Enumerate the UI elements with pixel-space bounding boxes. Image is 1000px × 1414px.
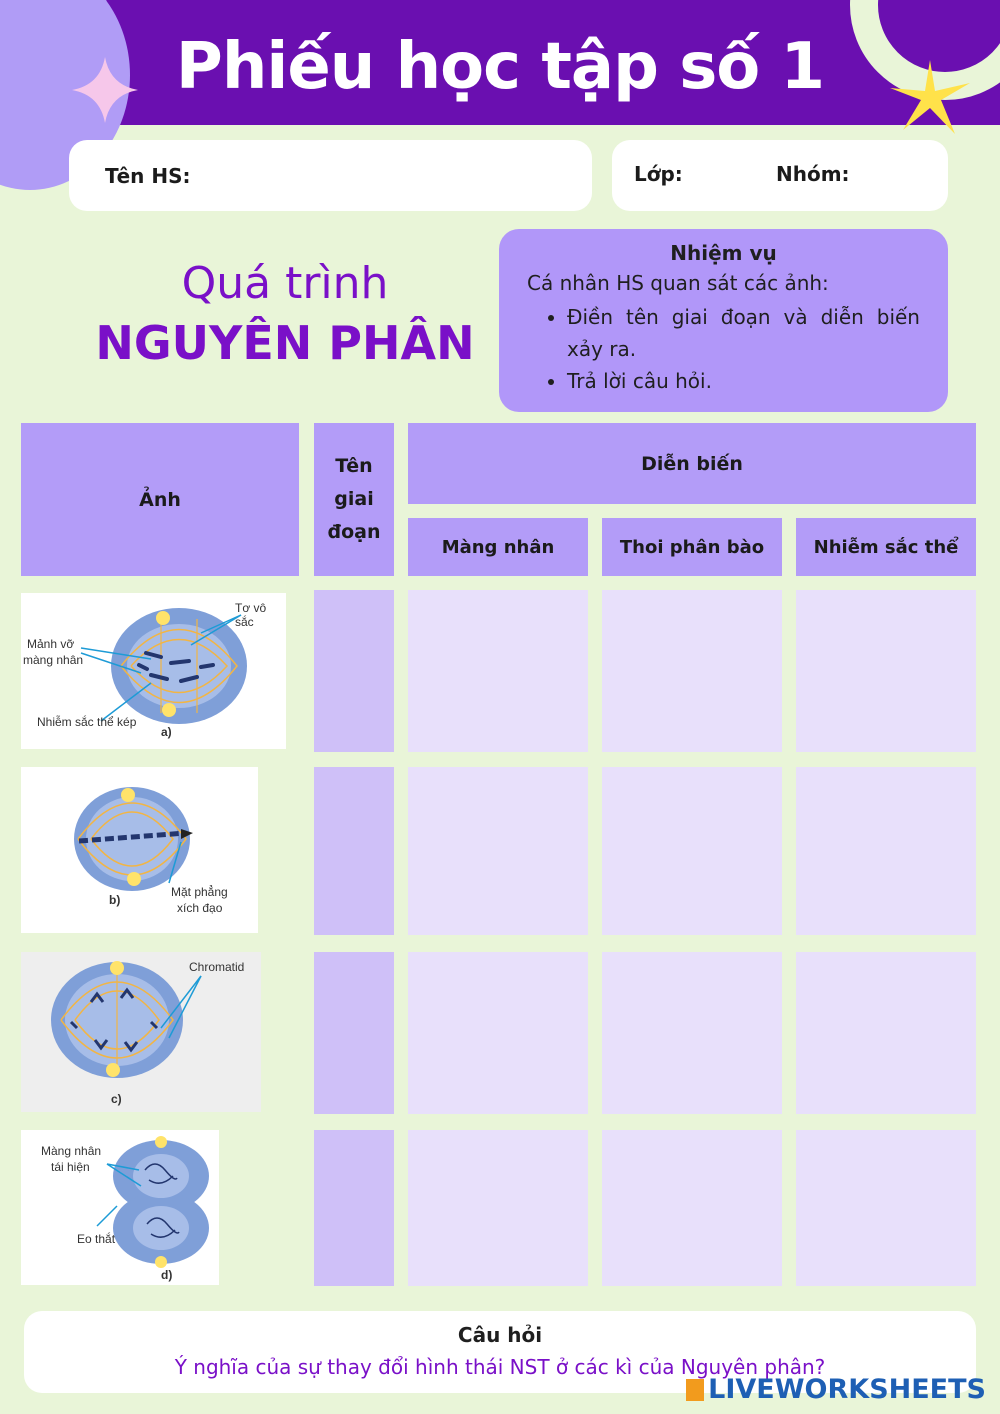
- answer-cell[interactable]: [796, 590, 976, 752]
- col-header-spindle: Thoi phân bào: [602, 518, 782, 576]
- task-bullet: • Điền tên giai đoạn và diễn biến xảy ra.: [567, 301, 920, 365]
- answer-cell[interactable]: [602, 767, 782, 935]
- stage-cell[interactable]: [314, 767, 394, 935]
- col-header-nuclear-membrane: Màng nhân: [408, 518, 588, 576]
- image-c: [21, 952, 261, 1112]
- image-b: [21, 767, 258, 933]
- image-label: a): [161, 725, 172, 739]
- question-heading: Câu hỏi: [457, 1323, 543, 1347]
- answer-cell[interactable]: [796, 767, 976, 935]
- answer-cell[interactable]: [602, 1130, 782, 1286]
- caption: xích đạo: [177, 901, 223, 915]
- student-name-label: Tên HS:: [105, 164, 191, 188]
- image-label: b): [109, 893, 121, 907]
- answer-cell[interactable]: [408, 767, 588, 935]
- image-d: [21, 1130, 219, 1285]
- task-intro: Cá nhân HS quan sát các ảnh:: [527, 271, 829, 295]
- answer-cell[interactable]: [408, 952, 588, 1114]
- answer-cell[interactable]: [408, 590, 588, 752]
- caption: Mặt phẳng: [171, 885, 228, 899]
- caption: Eo thắt: [77, 1232, 116, 1246]
- col-header-image: Ảnh: [21, 423, 299, 576]
- caption: Tơ vô sắc: [235, 601, 267, 629]
- col-header-stage: Tên giai đoạn: [314, 423, 394, 576]
- brand-text: LIVEWORKSHEETS: [708, 1374, 986, 1405]
- answer-cell[interactable]: [796, 1130, 976, 1286]
- group-label: Nhóm:: [776, 162, 850, 186]
- liveworksheets-logo: [686, 1374, 986, 1405]
- stage-cell[interactable]: [314, 1130, 394, 1286]
- caption: Màng nhân: [41, 1144, 102, 1158]
- student-name-field[interactable]: [69, 140, 592, 211]
- class-label: Lớp:: [634, 162, 683, 186]
- caption: Mảnh vỡ: [27, 637, 75, 651]
- col-header-chromosome: Nhiễm sắc thể: [796, 518, 976, 576]
- caption: Nhiễm sắc thể kép: [37, 715, 137, 729]
- caption: tái hiện: [51, 1160, 90, 1174]
- topic-line2: NGUYÊN PHÂN: [95, 316, 475, 370]
- stage-cell[interactable]: [314, 952, 394, 1114]
- stage-cell[interactable]: [314, 590, 394, 752]
- brand-icon: [686, 1379, 704, 1401]
- task-bullet: • Trả lời câu hỏi.: [567, 365, 920, 397]
- image-label: d): [161, 1268, 173, 1282]
- class-group-field[interactable]: [612, 140, 948, 211]
- task-box: [499, 229, 948, 412]
- answer-cell[interactable]: [602, 590, 782, 752]
- image-a: [21, 593, 286, 749]
- caption: Chromatid: [189, 960, 245, 974]
- caption: màng nhân: [23, 653, 84, 667]
- task-list: [527, 301, 920, 397]
- col-header-progress: Diễn biến: [408, 423, 976, 504]
- task-heading: Nhiệm vụ: [670, 241, 777, 265]
- answer-cell[interactable]: [602, 952, 782, 1114]
- answer-cell[interactable]: [796, 952, 976, 1114]
- answer-cell[interactable]: [408, 1130, 588, 1286]
- page-title: Phiếu học tập số 1: [175, 30, 825, 104]
- image-label: c): [111, 1092, 122, 1106]
- topic-line1: Quá trình: [181, 258, 389, 309]
- question-text: Ý nghĩa của sự thay đổi hình thái NST ở các kì của Nguyên phân?: [174, 1355, 826, 1379]
